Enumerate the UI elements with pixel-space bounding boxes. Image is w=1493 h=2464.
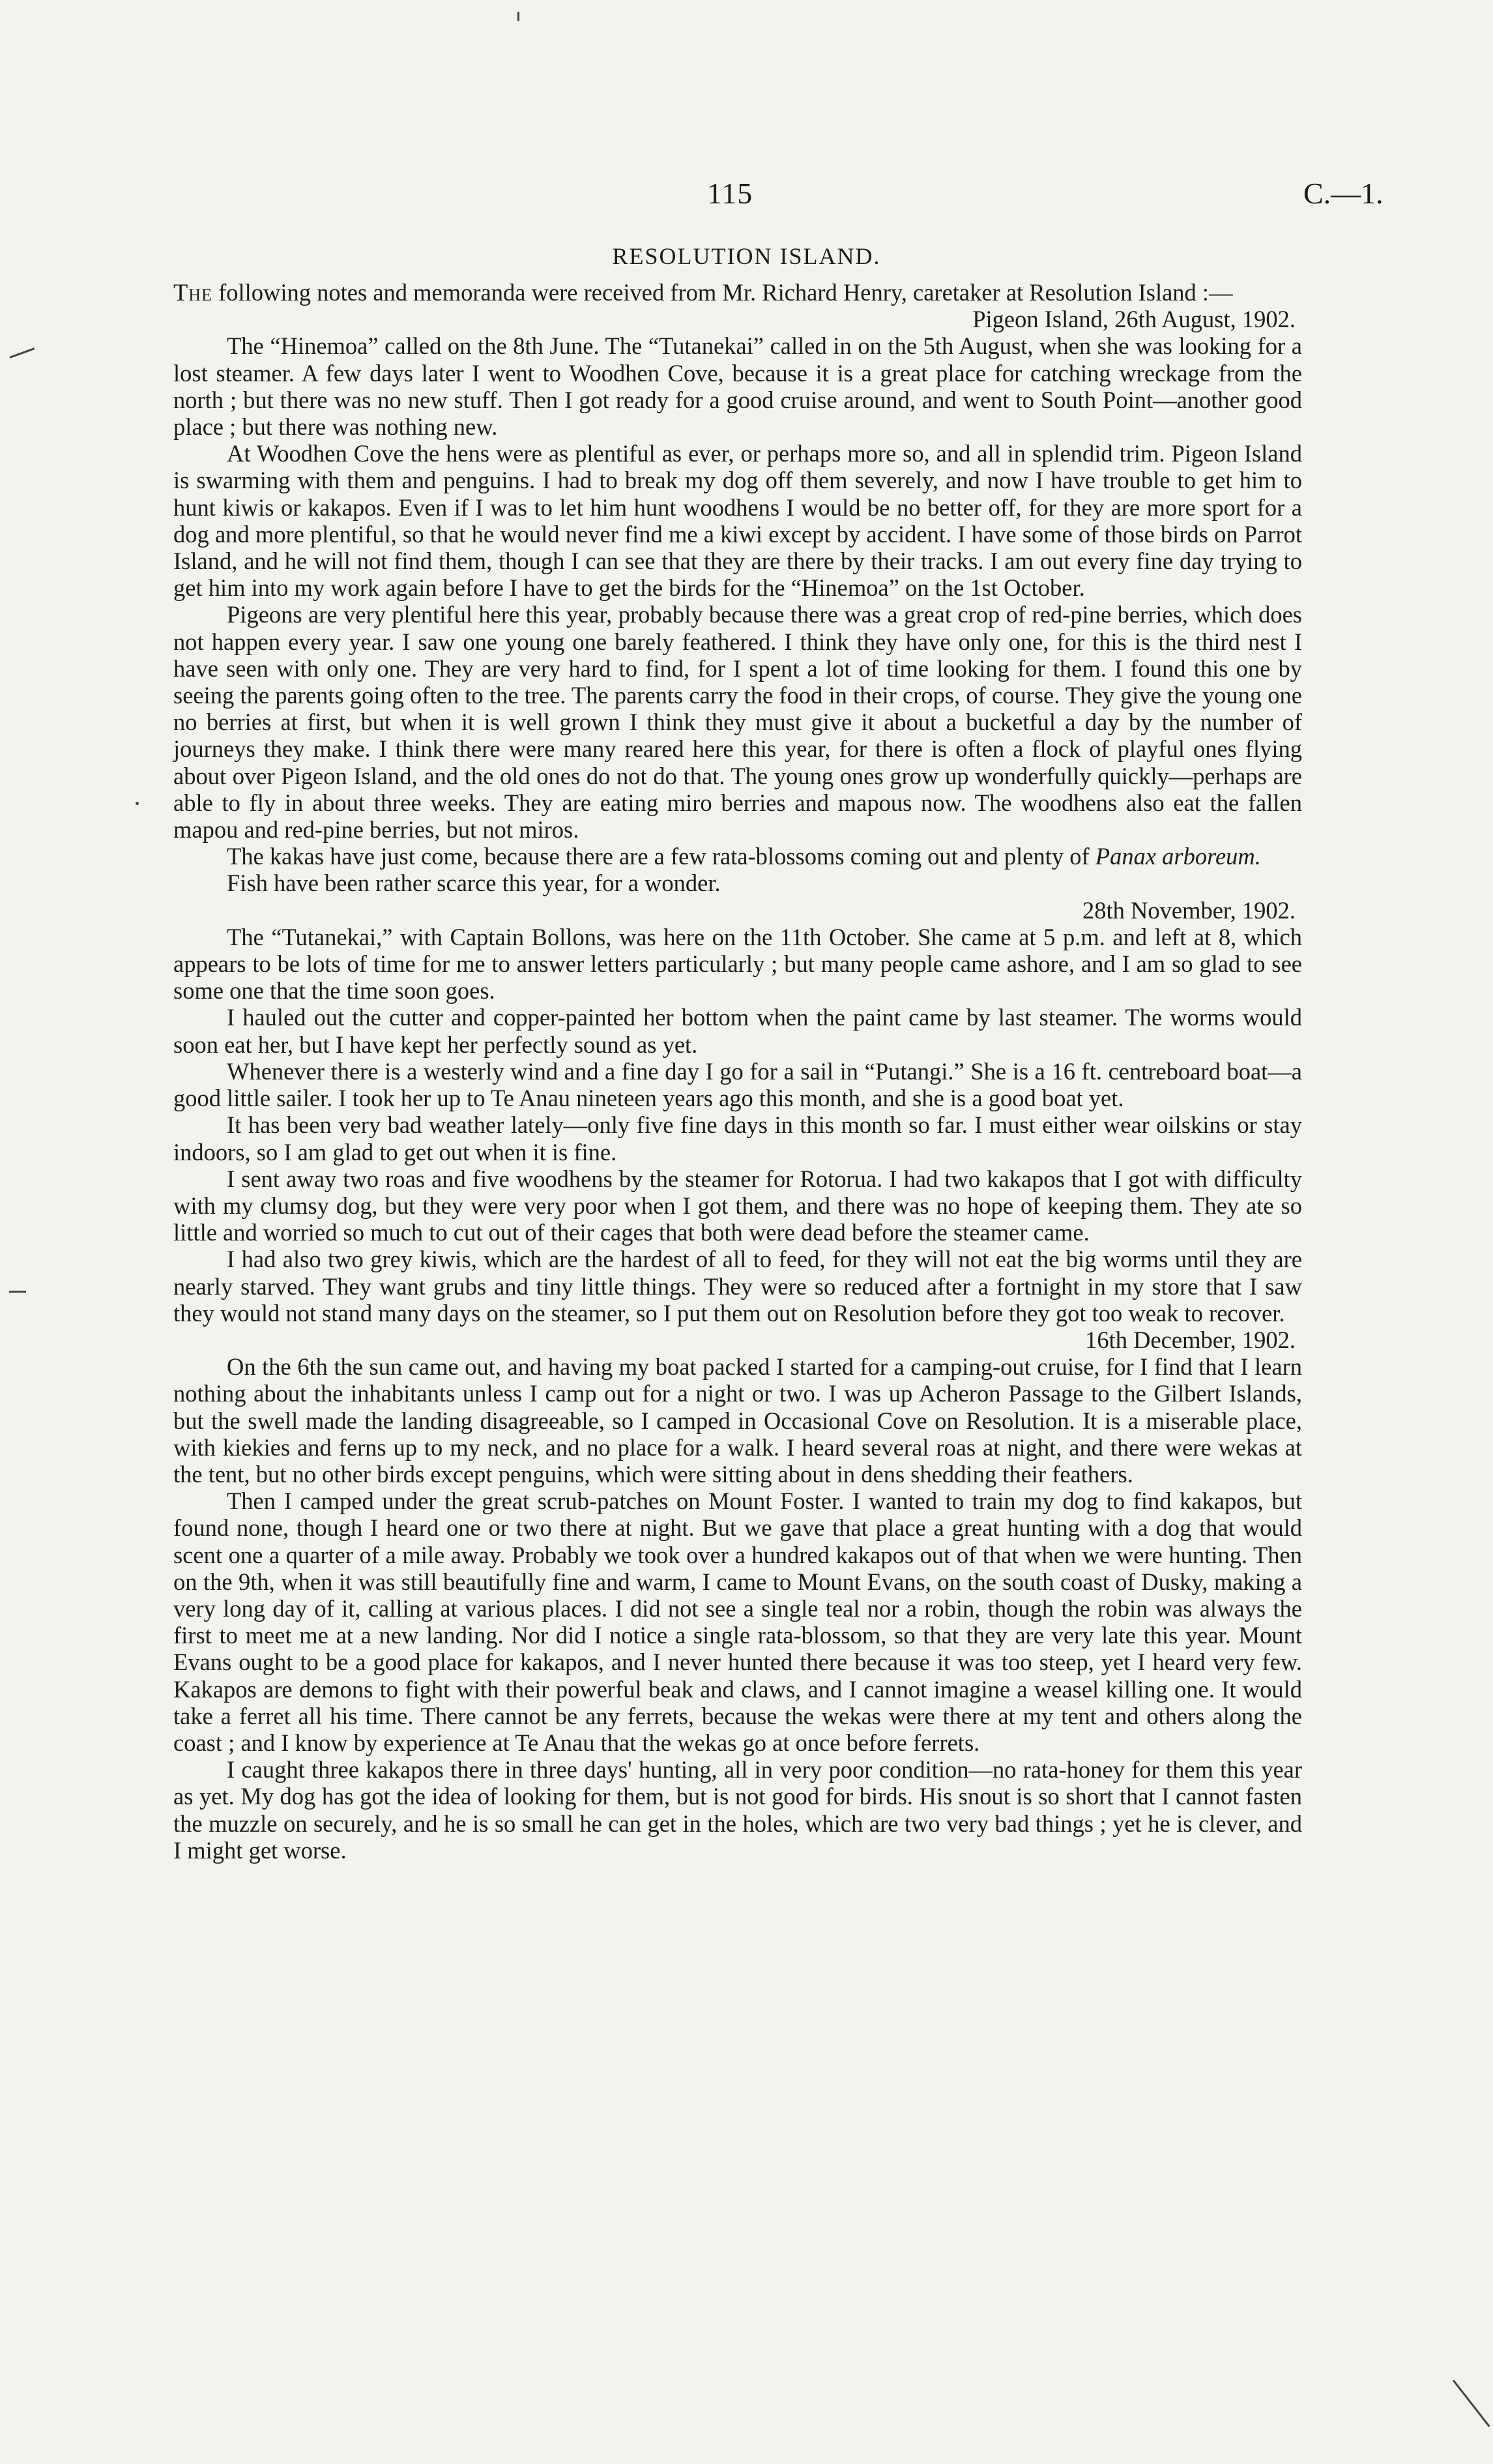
paragraph: The “Tutanekai,” with Captain Bollons, was here on the 11th October. She came at 5 p.m. and left at 8, which appears to be lots of time for me to answer letters particularly ; but many people came ashore, and I am so glad to see some one that the time soon goes. bbox=[173, 923, 1302, 1005]
paragraph: On the 6th the sun came out, and having my boat packed I started for a camping-out cruise, for I find that I learn nothing about the inhabitants unless I camp out for a night or two. I was up Acheron Passage to the Gilbert Islands, but the swell made the landing disagreeable, so I camped in Occasional Cove on Resolution. It is a miserable place, with kiekies and ferns up to my neck, and no place for a walk. I heard several roas at night, and there were wekas at the tent, but no other birds except penguins, which were sitting about in dens shedding their feathers. bbox=[173, 1353, 1302, 1488]
dateline: Pigeon Island, 26th August, 1902. bbox=[972, 306, 1296, 333]
paragraph: At Woodhen Cove the hens were as plentiful as ever, or perhaps more so, and all in splendid trim. Pigeon Island is swarming with them and penguins. I had to break my dog off them severely, and now I have trouble to get him to hunt kiwis or kakapos. Even if I was to let him hunt woodhens I would be no better off, for they are more sport for a dog and more plentiful, so that he would never find me a kiwi except by accident. I have some of those birds on Parrot Island, and he will not find them, though I can see that they are there by their tracks. I am out every fine day trying to get him into my work again before I have to get the birds for the “Hinemoa” on the 1st October. bbox=[173, 440, 1302, 602]
page-number: 115 bbox=[707, 177, 753, 210]
paper-code: C.—1. bbox=[1303, 177, 1384, 210]
paragraph: Pigeons are very plentiful here this year, probably because there was a great crop of red-pine berries, which does not happen every year. I saw one young one barely feathered. I think they have only one, for this is the third nest I have seen with only one. They are very hard to find, for I spent a lot of time looking for them. I found this one by seeing the parents going often to the tree. The parents carry the food in their crops, of course. They give the young one no berries at first, but when it is well grown I think they must give it about a bucketful a day by the number of journeys they make. I think there were many reared here this year, for there is often a flock of playful ones flying about over Pigeon Island, and the old ones do not do that. The young ones grow up wonderfully quickly—perhaps are able to fly in about three weeks. They are eating miro berries and mapous now. The woodhens also eat the fallen mapou and red-pine berries, but not miros. bbox=[173, 601, 1302, 843]
document-body bbox=[173, 279, 1302, 1864]
paragraph: Whenever there is a westerly wind and a fine day I go for a sail in “Putangi.” She is a 16 ft. centreboard boat—a good little sailer. I took her up to Te Anau nineteen years ago this month, and she is a good boat yet. bbox=[173, 1057, 1302, 1112]
document-title: RESOLUTION ISLAND. bbox=[612, 243, 881, 269]
intro-lead-word: The bbox=[173, 279, 212, 306]
intro-text: following notes and memoranda were received from Mr. Richard Henry, caretaker at Resolution Island :— bbox=[218, 279, 1233, 306]
kakas-text: The kakas have just come, because there are a few rata-blossoms coming out and plenty of bbox=[227, 843, 1090, 870]
scan-mark-corner bbox=[1453, 2380, 1490, 2427]
scan-mark-top bbox=[517, 12, 519, 21]
intro-paragraph bbox=[173, 279, 1302, 306]
paragraph: I had also two grey kiwis, which are the hardest of all to feed, for they will not eat the big worms until they are nearly starved. They want grubs and tiny little things. They were so reduced after a fortnight in my store that I saw they would not stand many days on the steamer, so I put them out on Resolution before they got too weak to recover. bbox=[173, 1246, 1302, 1327]
paragraph-kakas bbox=[173, 843, 1302, 870]
paragraph: The “Hinemoa” called on the 8th June. The “Tutanekai” called in on the 5th August, when she was looking for a lost steamer. A few days later I went to Woodhen Cove, because it is a great place for catching wreckage from the north ; but there was no new stuff. Then I got ready for a good cruise around, and went to South Point—another good place ; but there was nothing new. bbox=[173, 332, 1302, 441]
dateline: 16th December, 1902. bbox=[1085, 1326, 1296, 1353]
paragraph: Fish have been rather scarce this year, for a wonder. bbox=[227, 870, 721, 897]
paragraph: I caught three kakapos there in three days' hunting, all in very poor condition—no rata-honey for them this year as yet. My dog has got the idea of looking for them, but is not good for birds. His snout is so short that I cannot fasten the muzzle on securely, and he is so small he can get in the holes, which are two very bad things ; yet he is clever, and I might get worse. bbox=[173, 1756, 1302, 1864]
paragraph: Then I camped under the great scrub-patches on Mount Foster. I wanted to train my dog to find kakapos, but found none, though I heard one or two there at night. But we gave that place a great hunting with a dog that would scent one a quarter of a mile away. Probably we took over a hundred kakapos out of that when we were hunting. Then on the 9th, when it was still beautifully fine and warm, I came to Mount Evans, on the south coast of Dusky, making a very long day of it, calling at various places. I did not see a single teal nor a robin, though the robin was always the first to meet me at a new landing. Nor did I notice a single rata-blossom, so that they are very late this year. Mount Evans ought to be a good place for kakapos, and I never hunted there because it was too steep, yet I heard very few. Kakapos are demons to fight with their powerful beak and claws, and I cannot imagine a weasel killing one. It would take a ferret all his time. There cannot be any ferrets, because the wekas were there at my tent and others along the coast ; and I know by experience at Te Anau that the wekas go at once before ferrets. bbox=[173, 1488, 1302, 1756]
scan-mark-left-1 bbox=[10, 347, 35, 358]
paragraph: It has been very bad weather lately—only five fine days in this month so far. I must either wear oilskins or stay indoors, so I am glad to get out when it is fine. bbox=[173, 1111, 1302, 1166]
paragraph: I sent away two roas and five woodhens by the steamer for Rotorua. I had two kakapos that I got with difficulty with my clumsy dog, but they were very poor when I got them, and there was no hope of keeping them. They ate so little and worried so much to cut out of their cages that both were dead before the steamer came. bbox=[173, 1165, 1302, 1246]
dateline: 28th November, 1902. bbox=[1082, 896, 1296, 924]
paragraph: I hauled out the cutter and copper-painted her bottom when the paint came by last steamer. The worms would soon eat her, but I have kept her perfectly sound as yet. bbox=[173, 1004, 1302, 1058]
scan-mark-left-3 bbox=[136, 802, 139, 805]
scan-mark-left-2 bbox=[9, 1291, 26, 1293]
species-name: Panax arboreum. bbox=[1095, 843, 1261, 870]
